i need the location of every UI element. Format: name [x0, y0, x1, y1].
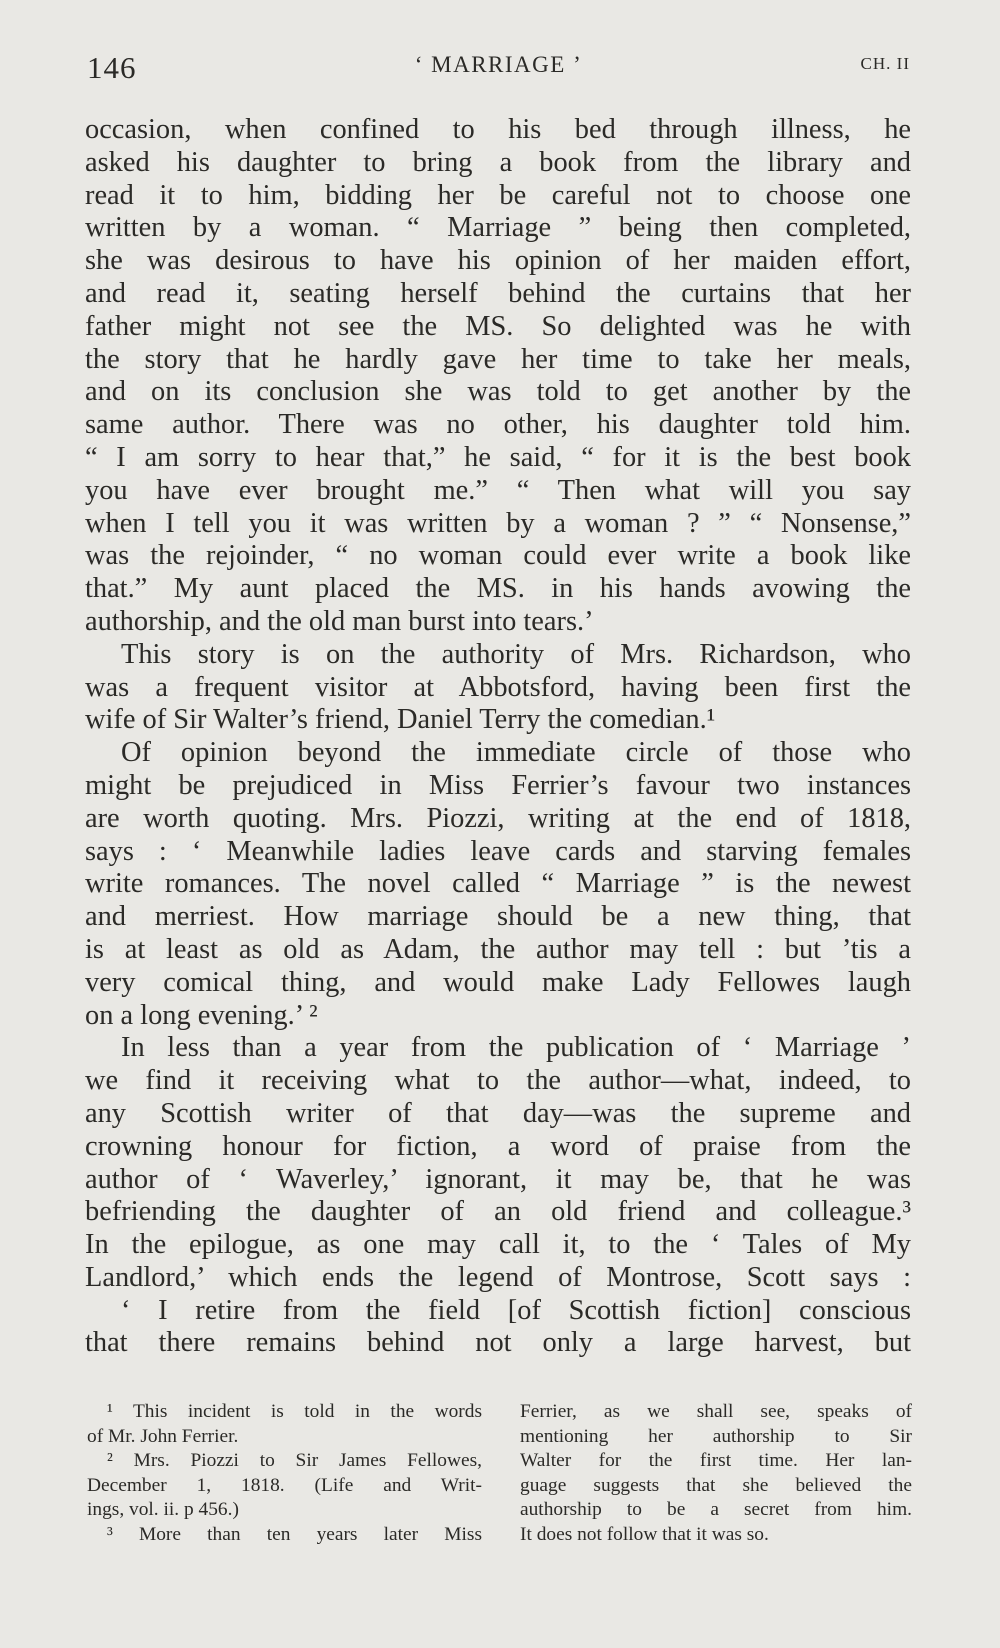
text-line: any Scottish writer of that day—was the supreme and: [85, 1097, 911, 1129]
footnote-line: guage suggests that she believed the: [520, 1474, 912, 1496]
footnote-line: ³ More than ten years later Miss: [107, 1523, 482, 1545]
text-line: the story that he hardly gave her time to take her meals,: [85, 343, 911, 375]
text-line: and on its conclusion she was told to get another by the: [85, 376, 911, 408]
text-line: might be prejudiced in Miss Ferrier’s favour two instances: [85, 769, 911, 801]
text-line: same author. There was no other, his daughter told him.: [85, 409, 911, 441]
footnote-line: ² Mrs. Piozzi to Sir James Fellowes,: [107, 1450, 482, 1471]
footnote-line: It does not follow that it was so.: [520, 1523, 769, 1545]
text-line: wife of Sir Walter’s friend, Daniel Terry the comedian.¹: [85, 704, 716, 736]
footnote-line: Walter for the first time. Her lan-: [520, 1450, 912, 1471]
text-line: ‘ I retire from the field [of Scottish fiction] conscious: [121, 1294, 911, 1326]
footnote-line: authorship to be a secret from him.: [520, 1499, 912, 1520]
text-line: Landlord,’ which ends the legend of Montrose, Scott says :: [85, 1261, 911, 1293]
chapter-label: CH. II: [860, 54, 910, 73]
text-line: was a frequent visitor at Abbotsford, having been first the: [85, 671, 911, 703]
text-line: and read it, seating herself behind the curtains that her: [85, 277, 911, 309]
footnote-line: Ferrier, as we shall see, speaks of: [520, 1401, 912, 1422]
footnotes-left-column: [87, 1400, 482, 1547]
text-line: befriending the daughter of an old friend and colleague.³: [85, 1196, 911, 1228]
text-line: author of ‘ Waverley,’ ignorant, it may be, that he was: [85, 1163, 911, 1195]
footnote-line: of Mr. John Ferrier.: [87, 1425, 239, 1447]
running-header: [87, 50, 910, 90]
text-line: are worth quoting. Mrs. Piozzi, writing at the end of 1818,: [85, 802, 911, 834]
text-line: we find it receiving what to the author—what, indeed, to: [85, 1065, 911, 1097]
text-line: crowning honour for fiction, a word of praise from the: [85, 1130, 911, 1162]
text-line: says : ‘ Meanwhile ladies leave cards and starving females: [85, 835, 911, 867]
text-line: is at least as old as Adam, the author may tell : but ’tis a: [85, 933, 911, 965]
text-line: she was desirous to have his opinion of her maiden effort,: [85, 245, 911, 277]
text-line: “ I am sorry to hear that,” he said, “ for it is the best book: [85, 441, 911, 473]
text-line: written by a woman. “ Marriage ” being then completed,: [85, 212, 911, 244]
text-line: occasion, when confined to his bed through illness, he: [85, 114, 911, 145]
text-line: In less than a year from the publication of ‘ Marriage ’: [121, 1032, 911, 1064]
text-line: read it to him, bidding her be careful not to choose one: [85, 179, 911, 211]
footnote-line: ¹ This incident is told in the words: [107, 1401, 482, 1422]
text-line: father might not see the MS. So delighted was he with: [85, 310, 911, 342]
running-title: ‘ MARRIAGE ’: [414, 52, 583, 77]
text-line: very comical thing, and would make Lady Fellowes laugh: [85, 966, 911, 998]
text-line: and merriest. How marriage should be a new thing, that: [85, 901, 911, 933]
text-line: was the rejoinder, “ no woman could ever write a book like: [85, 540, 911, 572]
footnote-line: December 1, 1818. (Life and Writ-: [87, 1474, 482, 1496]
text-line: This story is on the authority of Mrs. Richardson, who: [121, 638, 911, 670]
text-line: write romances. The novel called “ Marriage ” is the newest: [85, 868, 911, 900]
text-line: that there remains behind not only a large harvest, but: [85, 1327, 911, 1359]
text-line: on a long evening.’ ²: [85, 999, 318, 1031]
text-line: authorship, and the old man burst into tears.’: [85, 605, 594, 637]
text-line: Of opinion beyond the immediate circle of those who: [121, 737, 911, 769]
body-text: [85, 114, 911, 1360]
text-line: you have ever brought me.” “ Then what will you say: [85, 474, 911, 506]
page-number: 146: [87, 50, 137, 85]
footnote-line: ings, vol. ii. p 456.): [87, 1499, 239, 1520]
text-line: when I tell you it was written by a woman ? ” “ Nonsense,”: [85, 507, 911, 539]
footnotes-right-column: [520, 1400, 912, 1547]
text-line: In the epilogue, as one may call it, to the ‘ Tales of My: [85, 1229, 911, 1261]
footnote-line: mentioning her authorship to Sir: [520, 1425, 912, 1447]
text-line: that.” My aunt placed the MS. in his hands avowing the: [85, 573, 911, 605]
text-line: asked his daughter to bring a book from the library and: [85, 146, 911, 178]
